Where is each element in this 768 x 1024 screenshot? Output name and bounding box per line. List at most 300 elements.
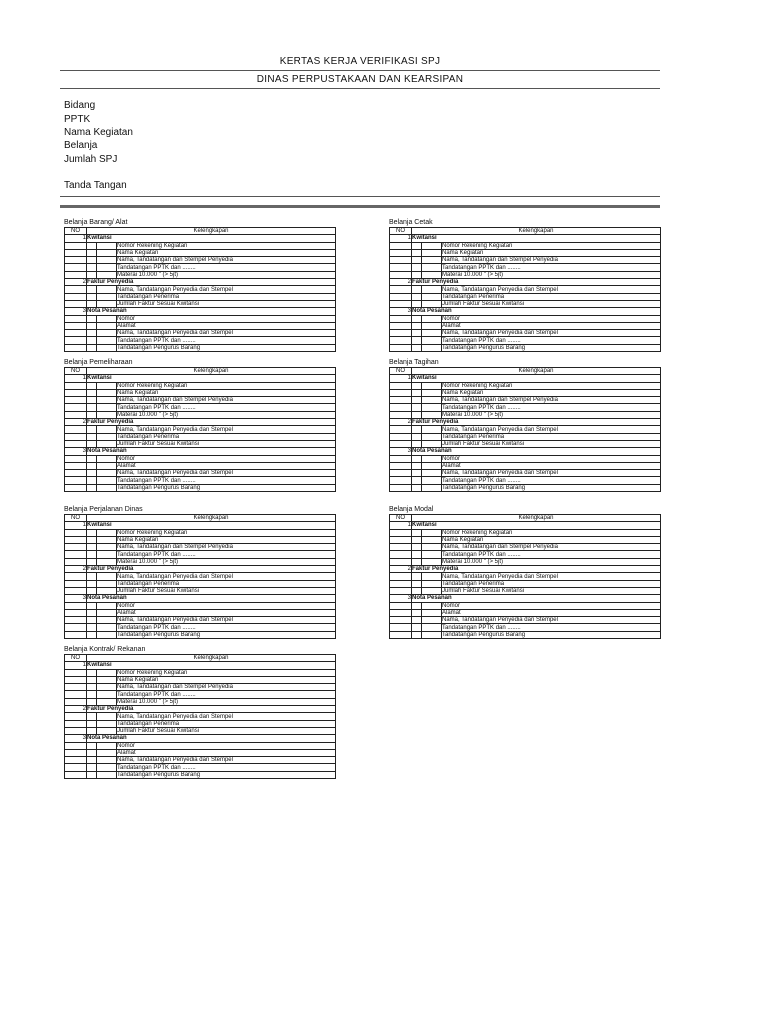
check-box[interactable] — [422, 573, 442, 580]
table-row — [390, 389, 661, 396]
item-label: Tandatangan PPTK dan ........ — [117, 264, 336, 271]
item-label: Nama, Tandatangan dan Stempel Penyedia — [117, 257, 336, 264]
row-number-cell — [390, 264, 412, 271]
check-box[interactable] — [97, 249, 117, 256]
table-row — [65, 440, 336, 447]
section-row — [390, 419, 661, 426]
table-row — [65, 771, 336, 778]
table-header-row — [65, 228, 336, 235]
field-nama-kegiatan: Nama Kegiatan — [64, 127, 133, 138]
indent-cell — [87, 617, 97, 624]
check-box[interactable] — [422, 389, 442, 396]
check-box[interactable] — [97, 529, 117, 536]
indent-cell — [412, 389, 422, 396]
section-title: Nota Pesanan — [412, 595, 661, 602]
header-no: NO — [390, 228, 412, 235]
indent-cell — [87, 551, 97, 558]
header-no: NO — [65, 655, 87, 662]
section-number: 2 — [390, 419, 412, 426]
indent-cell — [87, 462, 97, 469]
item-label: Nama, Tandatangan Penyedia dan Stempel — [442, 426, 661, 433]
item-label: Nomor — [117, 602, 336, 609]
check-box[interactable] — [422, 602, 442, 609]
indent-cell — [412, 426, 422, 433]
item-label: Nama, Tandatangan Penyedia dan Stempel — [442, 286, 661, 293]
row-number-cell — [65, 264, 87, 271]
header-no: NO — [390, 515, 412, 522]
check-box[interactable] — [422, 462, 442, 469]
row-number-cell — [65, 382, 87, 389]
check-box[interactable] — [97, 536, 117, 543]
section-title: Faktur Penyedia — [87, 566, 336, 573]
row-number-cell — [65, 433, 87, 440]
indent-cell — [412, 337, 422, 344]
check-box[interactable] — [97, 587, 117, 594]
table-row — [65, 484, 336, 491]
check-box[interactable] — [97, 757, 117, 764]
table-row — [390, 249, 661, 256]
section-row — [390, 235, 661, 242]
row-number-cell — [390, 551, 412, 558]
check-box[interactable] — [97, 631, 117, 638]
indent-cell — [87, 529, 97, 536]
indent-cell — [87, 344, 97, 351]
indent-cell — [87, 536, 97, 543]
document-title: KERTAS KERJA VERIFIKASI SPJ — [279, 56, 441, 67]
indent-cell — [87, 757, 97, 764]
indent-cell — [87, 300, 97, 307]
indent-cell — [87, 455, 97, 462]
section-title: Faktur Penyedia — [87, 279, 336, 286]
check-box[interactable] — [97, 330, 117, 337]
row-number-cell — [65, 573, 87, 580]
check-box[interactable] — [97, 617, 117, 624]
check-box[interactable] — [97, 455, 117, 462]
indent-cell — [87, 411, 97, 418]
item-label: Tandatangan Pengurus Barang — [117, 631, 336, 638]
item-label: Tandatangan PPTK dan ........ — [117, 477, 336, 484]
table-row — [390, 433, 661, 440]
indent-cell — [412, 470, 422, 477]
indent-cell — [412, 558, 422, 565]
item-label: Nomor Rekening Kegiatan — [117, 382, 336, 389]
item-label: Alamat — [117, 749, 336, 756]
item-label: Nama, Tandatangan Penyedia dan Stempel — [442, 330, 661, 337]
table-row — [65, 676, 336, 683]
check-box[interactable] — [97, 440, 117, 447]
check-box[interactable] — [97, 426, 117, 433]
table-row — [65, 242, 336, 249]
check-box[interactable] — [422, 631, 442, 638]
row-number-cell — [65, 529, 87, 536]
check-box[interactable] — [422, 587, 442, 594]
check-box[interactable] — [97, 242, 117, 249]
check-box[interactable] — [97, 676, 117, 683]
table-row — [65, 587, 336, 594]
check-box[interactable] — [97, 691, 117, 698]
check-box[interactable] — [97, 382, 117, 389]
check-box[interactable] — [97, 609, 117, 616]
row-number-cell — [390, 344, 412, 351]
item-label: Nomor — [117, 742, 336, 749]
row-number-cell — [390, 315, 412, 322]
check-box[interactable] — [422, 286, 442, 293]
table-row — [390, 264, 661, 271]
check-box[interactable] — [422, 330, 442, 337]
row-number-cell — [65, 397, 87, 404]
check-box[interactable] — [97, 462, 117, 469]
item-label: Nama, Tandatangan Penyedia dan Stempel — [442, 470, 661, 477]
row-number-cell — [65, 330, 87, 337]
checklist-table — [64, 367, 336, 492]
row-number-cell — [65, 470, 87, 477]
check-box[interactable] — [422, 624, 442, 631]
row-number-cell — [65, 271, 87, 278]
check-box[interactable] — [97, 404, 117, 411]
check-box[interactable] — [97, 344, 117, 351]
section-title: Nota Pesanan — [412, 308, 661, 315]
item-label: Jumlah Faktur Sesuai Kwitansi — [442, 440, 661, 447]
table-row — [390, 271, 661, 278]
item-label: Tandatangan Penerima — [442, 293, 661, 300]
row-number-cell — [390, 330, 412, 337]
item-label: Nomor Rekening Kegiatan — [117, 529, 336, 536]
check-box[interactable] — [97, 749, 117, 756]
item-label: Nama, Tandatangan Penyedia dan Stempel — [442, 573, 661, 580]
row-number-cell — [390, 631, 412, 638]
check-box[interactable] — [422, 455, 442, 462]
header-no: NO — [390, 368, 412, 375]
indent-cell — [412, 462, 422, 469]
item-label: Tandatangan Pengurus Barang — [117, 771, 336, 778]
block-title: Belanja Tagihan — [389, 359, 439, 366]
item-label: Nama, Tandatangan Penyedia dan Stempel — [117, 757, 336, 764]
row-number-cell — [65, 322, 87, 329]
check-box[interactable] — [97, 337, 117, 344]
check-box[interactable] — [97, 727, 117, 734]
indent-cell — [412, 397, 422, 404]
section-row — [65, 279, 336, 286]
table-row — [390, 558, 661, 565]
section-row — [390, 566, 661, 573]
table-row — [65, 286, 336, 293]
table-row — [65, 477, 336, 484]
checklist-block — [389, 218, 661, 352]
table-row — [65, 544, 336, 551]
indent-cell — [87, 470, 97, 477]
indent-cell — [87, 337, 97, 344]
row-number-cell — [390, 382, 412, 389]
indent-cell — [87, 764, 97, 771]
section-row — [390, 595, 661, 602]
table-row — [65, 389, 336, 396]
row-number-cell — [65, 257, 87, 264]
check-box[interactable] — [422, 426, 442, 433]
indent-cell — [87, 484, 97, 491]
check-box[interactable] — [97, 322, 117, 329]
indent-cell — [412, 404, 422, 411]
table-row — [390, 337, 661, 344]
check-box[interactable] — [97, 397, 117, 404]
row-number-cell — [390, 293, 412, 300]
section-title: Kwitansi — [412, 375, 661, 382]
row-number-cell — [65, 455, 87, 462]
check-box[interactable] — [422, 484, 442, 491]
check-box[interactable] — [97, 477, 117, 484]
item-label: Materai 10.000 " (> 5jt) — [117, 411, 336, 418]
item-label: Alamat — [117, 609, 336, 616]
section-number: 3 — [65, 448, 87, 455]
table-row — [65, 749, 336, 756]
check-box[interactable] — [97, 411, 117, 418]
section-number: 1 — [65, 375, 87, 382]
table-row — [65, 558, 336, 565]
item-label: Tandatangan Pengurus Barang — [117, 484, 336, 491]
indent-cell — [412, 624, 422, 631]
table-row — [390, 587, 661, 594]
check-box[interactable] — [97, 484, 117, 491]
section-number: 2 — [390, 279, 412, 286]
item-label: Nama, Tandatangan Penyedia dan Stempel — [117, 426, 336, 433]
table-row — [390, 602, 661, 609]
check-box[interactable] — [422, 242, 442, 249]
table-header-row — [65, 368, 336, 375]
section-row — [390, 375, 661, 382]
section-row — [65, 566, 336, 573]
section-title: Kwitansi — [87, 375, 336, 382]
block-title: Belanja Modal — [389, 506, 434, 513]
check-box[interactable] — [422, 300, 442, 307]
indent-cell — [412, 617, 422, 624]
check-box[interactable] — [422, 558, 442, 565]
row-number-cell — [65, 691, 87, 698]
indent-cell — [412, 322, 422, 329]
table-row — [390, 293, 661, 300]
header-kelengkapan: Kelengkapan — [87, 228, 336, 235]
check-box[interactable] — [97, 470, 117, 477]
check-box[interactable] — [97, 558, 117, 565]
table-row — [390, 484, 661, 491]
check-box[interactable] — [422, 271, 442, 278]
row-number-cell — [390, 617, 412, 624]
item-label: Tandatangan PPTK dan ........ — [117, 691, 336, 698]
table-row — [65, 691, 336, 698]
header-kelengkapan: Kelengkapan — [412, 515, 661, 522]
row-number-cell — [390, 426, 412, 433]
check-box[interactable] — [97, 315, 117, 322]
header-kelengkapan: Kelengkapan — [87, 368, 336, 375]
section-number: 2 — [65, 566, 87, 573]
header-no: NO — [65, 515, 87, 522]
check-box[interactable] — [97, 286, 117, 293]
header-kelengkapan: Kelengkapan — [87, 515, 336, 522]
section-title: Kwitansi — [87, 235, 336, 242]
row-number-cell — [65, 587, 87, 594]
item-label: Tandatangan PPTK dan ........ — [442, 477, 661, 484]
item-label: Nomor — [117, 455, 336, 462]
check-box[interactable] — [422, 257, 442, 264]
item-label: Tandatangan PPTK dan ........ — [117, 337, 336, 344]
row-number-cell — [65, 631, 87, 638]
check-box[interactable] — [422, 344, 442, 351]
check-box[interactable] — [97, 544, 117, 551]
indent-cell — [412, 286, 422, 293]
row-number-cell — [390, 558, 412, 565]
header-no: NO — [65, 228, 87, 235]
item-label: Tandatangan Penerima — [442, 433, 661, 440]
item-label: Materai 10.000 " (> 5jt) — [442, 271, 661, 278]
check-box[interactable] — [422, 609, 442, 616]
row-number-cell — [390, 397, 412, 404]
table-row — [65, 337, 336, 344]
check-box[interactable] — [97, 764, 117, 771]
check-box[interactable] — [97, 698, 117, 705]
table-row — [65, 300, 336, 307]
check-box[interactable] — [422, 433, 442, 440]
row-number-cell — [65, 757, 87, 764]
check-box[interactable] — [422, 337, 442, 344]
check-box[interactable] — [97, 573, 117, 580]
indent-cell — [412, 455, 422, 462]
check-box[interactable] — [422, 477, 442, 484]
check-box[interactable] — [422, 404, 442, 411]
item-label: Jumlah Faktur Sesuai Kwitansi — [117, 300, 336, 307]
indent-cell — [87, 271, 97, 278]
row-number-cell — [65, 249, 87, 256]
section-number: 1 — [390, 522, 412, 529]
indent-cell — [87, 242, 97, 249]
row-number-cell — [65, 389, 87, 396]
section-number: 1 — [65, 522, 87, 529]
row-number-cell — [65, 669, 87, 676]
table-row — [65, 426, 336, 433]
check-box[interactable] — [97, 720, 117, 727]
table-row — [65, 580, 336, 587]
row-number-cell — [65, 462, 87, 469]
check-box[interactable] — [422, 315, 442, 322]
indent-cell — [87, 293, 97, 300]
check-box[interactable] — [422, 397, 442, 404]
check-box[interactable] — [97, 389, 117, 396]
check-box[interactable] — [97, 551, 117, 558]
item-label: Tandatangan PPTK dan ........ — [442, 404, 661, 411]
check-box[interactable] — [422, 382, 442, 389]
indent-cell — [87, 322, 97, 329]
table-row — [390, 624, 661, 631]
table-row — [390, 330, 661, 337]
check-box[interactable] — [422, 322, 442, 329]
indent-cell — [87, 771, 97, 778]
table-row — [65, 271, 336, 278]
check-box[interactable] — [97, 264, 117, 271]
table-header-row — [65, 515, 336, 522]
item-label: Nama Kegiatan — [117, 676, 336, 683]
item-label: Nama, Tandatangan dan Stempel Penyedia — [117, 397, 336, 404]
section-row — [65, 308, 336, 315]
item-label: Nama Kegiatan — [442, 536, 661, 543]
item-label: Tandatangan Pengurus Barang — [442, 631, 661, 638]
checklist-block — [389, 358, 661, 492]
check-box[interactable] — [422, 529, 442, 536]
indent-cell — [412, 300, 422, 307]
check-box[interactable] — [97, 624, 117, 631]
checklist-block — [64, 358, 336, 492]
table-row — [390, 382, 661, 389]
row-number-cell — [65, 609, 87, 616]
check-box[interactable] — [422, 411, 442, 418]
check-box[interactable] — [97, 713, 117, 720]
table-row — [390, 286, 661, 293]
indent-cell — [412, 330, 422, 337]
check-box[interactable] — [97, 771, 117, 778]
table-row — [65, 624, 336, 631]
check-box[interactable] — [97, 293, 117, 300]
row-number-cell — [390, 249, 412, 256]
check-box[interactable] — [97, 300, 117, 307]
item-label: Jumlah Faktur Sesuai Kwitansi — [117, 587, 336, 594]
check-box[interactable] — [422, 440, 442, 447]
section-row — [390, 448, 661, 455]
indent-cell — [412, 257, 422, 264]
check-box[interactable] — [422, 470, 442, 477]
table-row — [65, 257, 336, 264]
table-row — [390, 573, 661, 580]
indent-cell — [87, 713, 97, 720]
table-row — [65, 617, 336, 624]
indent-cell — [87, 558, 97, 565]
check-box[interactable] — [97, 742, 117, 749]
item-label: Nama, Tandatangan dan Stempel Penyedia — [442, 257, 661, 264]
row-number-cell — [390, 529, 412, 536]
row-number-cell — [65, 404, 87, 411]
check-box[interactable] — [422, 544, 442, 551]
field-jumlah-spj: Jumlah SPJ — [64, 154, 118, 165]
check-box[interactable] — [422, 580, 442, 587]
item-label: Materai 10.000 " (> 5jt) — [117, 271, 336, 278]
table-row — [65, 344, 336, 351]
check-box[interactable] — [97, 669, 117, 676]
check-box[interactable] — [422, 617, 442, 624]
section-row — [65, 595, 336, 602]
table-row — [390, 242, 661, 249]
checklist-block — [64, 505, 336, 639]
check-box[interactable] — [97, 433, 117, 440]
table-row — [390, 426, 661, 433]
section-row — [65, 375, 336, 382]
checklist-table — [64, 514, 336, 639]
check-box[interactable] — [97, 257, 117, 264]
item-label: Nomor Rekening Kegiatan — [442, 242, 661, 249]
row-number-cell — [390, 602, 412, 609]
check-box[interactable] — [97, 580, 117, 587]
row-number-cell — [65, 440, 87, 447]
row-number-cell — [65, 300, 87, 307]
block-title: Belanja Perjalanan Dinas — [64, 506, 143, 513]
check-box[interactable] — [97, 602, 117, 609]
item-label: Nomor Rekening Kegiatan — [117, 242, 336, 249]
check-box[interactable] — [97, 271, 117, 278]
table-row — [390, 300, 661, 307]
row-number-cell — [390, 300, 412, 307]
check-box[interactable] — [422, 293, 442, 300]
check-box[interactable] — [422, 264, 442, 271]
check-box[interactable] — [422, 249, 442, 256]
check-box[interactable] — [97, 684, 117, 691]
check-box[interactable] — [422, 536, 442, 543]
check-box[interactable] — [422, 551, 442, 558]
section-title: Faktur Penyedia — [412, 279, 661, 286]
item-label: Nama Kegiatan — [117, 536, 336, 543]
